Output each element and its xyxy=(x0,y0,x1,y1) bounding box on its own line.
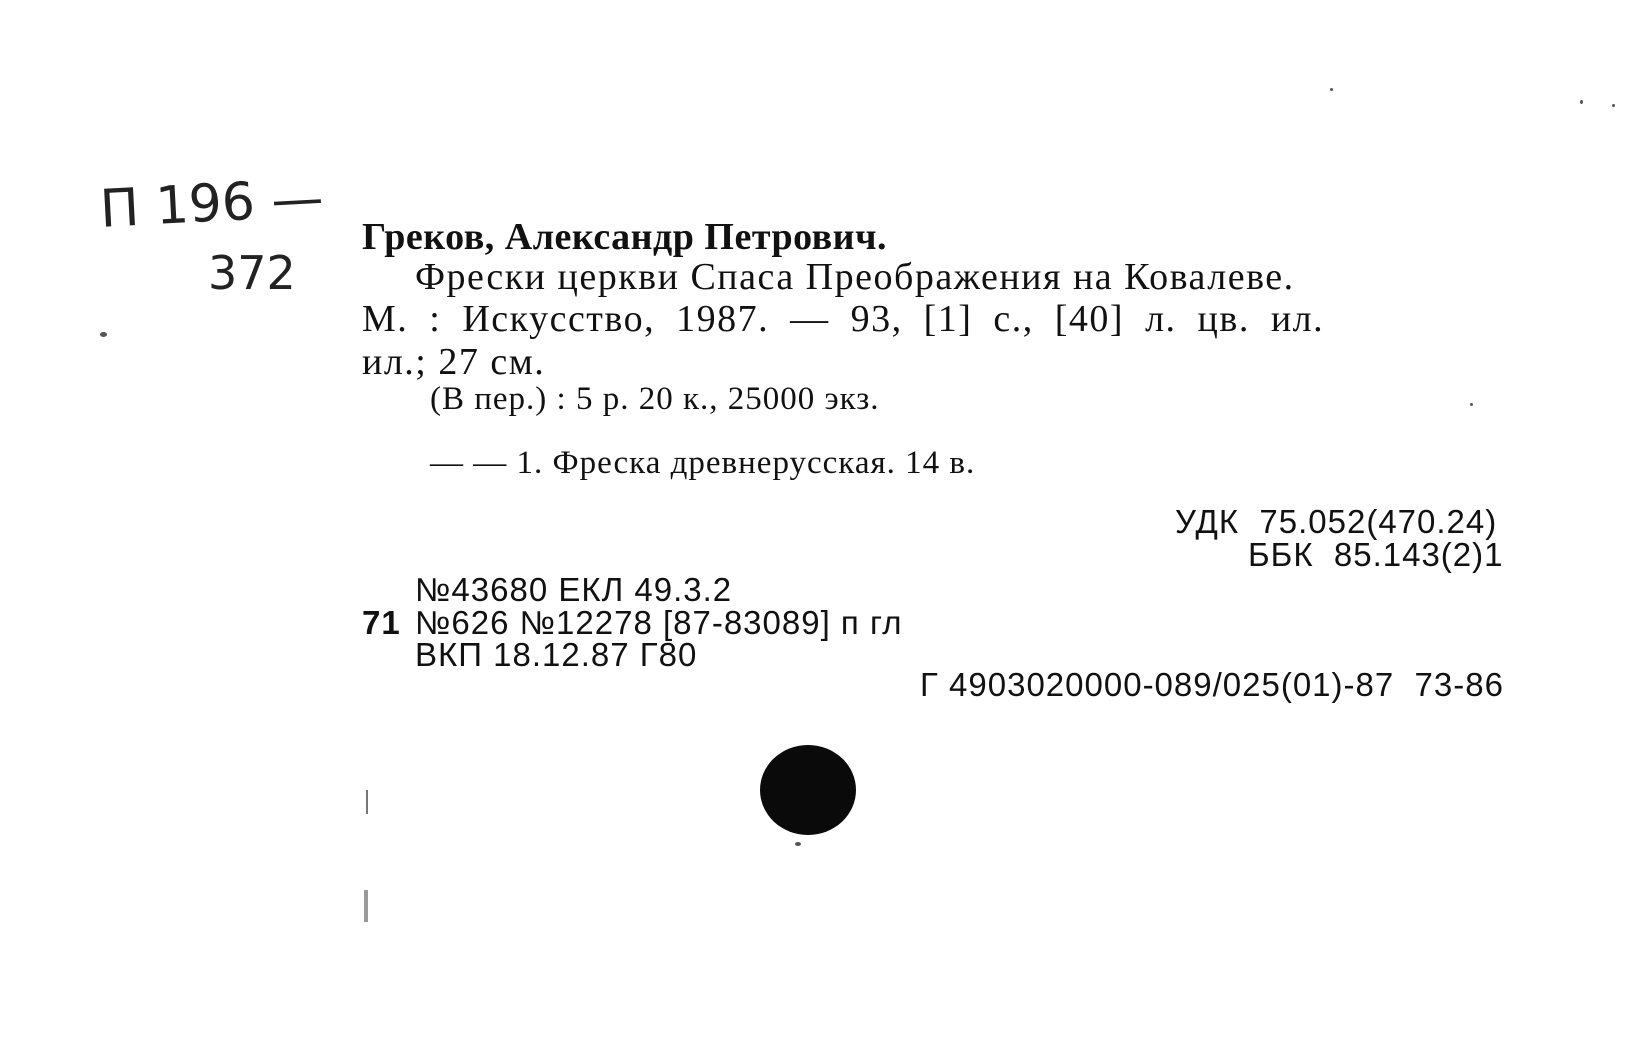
speck-mark xyxy=(1580,100,1583,104)
punch-hole xyxy=(760,745,856,835)
speck-mark xyxy=(1330,88,1333,91)
bbk-code: ББК 85.143(2)1 xyxy=(1248,536,1504,573)
title-line: Фрески церкви Спаса Преображения на Ковалеве. xyxy=(415,256,1295,298)
speck-mark xyxy=(1470,403,1473,406)
speck-mark xyxy=(100,332,107,337)
registry-line-2: №626 №12278 [87-83089] п гл xyxy=(415,604,903,641)
registry-line-1: №43680 ЕКЛ 49.3.2 xyxy=(415,571,733,608)
handwritten-shelf-mark-line1: П 196 — xyxy=(98,168,325,240)
scan-edge-mark xyxy=(366,790,368,814)
price-line: (В пер.) : 5 р. 20 к., 25000 экз. xyxy=(430,381,880,417)
extent-line: ил.; 27 см. xyxy=(362,341,546,383)
imprint-line: М. : Искусство, 1987. — 93, [1] с., [40] л. цв. ил. xyxy=(362,298,1325,340)
speck-mark xyxy=(795,842,801,846)
scan-edge-mark xyxy=(364,890,368,922)
speck-mark xyxy=(1612,104,1615,107)
udk-code: УДК 75.052(470.24) xyxy=(1175,503,1498,540)
handwritten-shelf-mark-line2: 372 xyxy=(208,246,296,300)
registry-line-3: ВКП 18.12.87 Г80 xyxy=(415,636,698,673)
bottom-code-line: Г 4903020000-089/025(01)-87 73-86 xyxy=(920,666,1504,703)
subject-line: — — 1. Фреска древнерусская. 14 в. xyxy=(430,445,976,481)
registry-prefix: 71 xyxy=(362,604,401,641)
author-heading: Греков, Александр Петрович. xyxy=(362,216,887,258)
